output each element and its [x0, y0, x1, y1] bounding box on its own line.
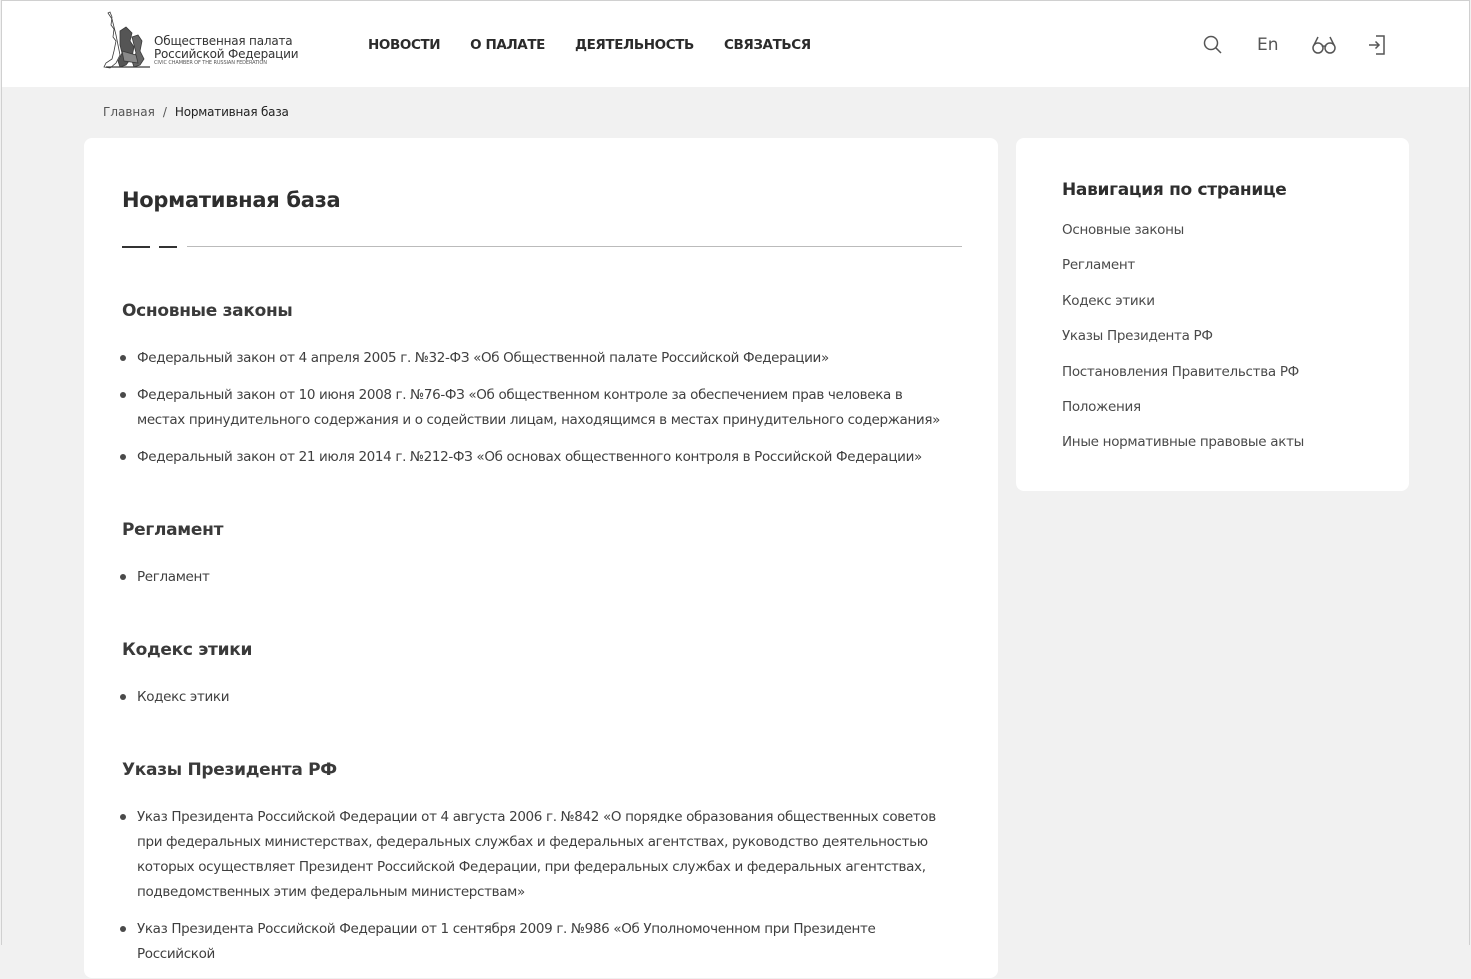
breadcrumb-current: Нормативная база — [174, 105, 289, 119]
page-nav-item-regulations[interactable]: Регламент — [1062, 257, 1135, 274]
page-navigation-list — [1062, 219, 1304, 467]
section-heading: Кодекс этики — [122, 640, 253, 660]
site-header — [2, 1, 1469, 87]
page-navigation-title: Навигация по странице — [1062, 180, 1287, 200]
section-heading: Указы Президента РФ — [122, 760, 337, 780]
nav-item-contact[interactable]: СВЯЗАТЬСЯ — [723, 37, 811, 53]
breadcrumb — [103, 105, 289, 119]
document-link[interactable]: Кодекс этики — [122, 685, 952, 710]
page-navigation-card — [1016, 138, 1409, 491]
title-divider — [122, 246, 962, 248]
section-main-laws — [122, 300, 952, 482]
page-nav-item-other-acts[interactable]: Иные нормативные правовые акты — [1062, 434, 1305, 451]
document-link[interactable]: Федеральный закон от 10 июня 2008 г. №76-ФЗ «Об общественном контроле за обеспечением прав человека в местах принудительного содержания и о содействии лицам, находящимся в местах принудительного содержания» — [122, 383, 952, 433]
site-logo[interactable] — [102, 9, 299, 69]
document-link[interactable]: Регламент — [122, 565, 952, 590]
document-link[interactable]: Федеральный закон от 4 апреля 2005 г. №32-ФЗ «Об Общественной палате Российской Федерации» — [122, 346, 952, 371]
section-heading: Регламент — [122, 520, 224, 540]
logo-text — [154, 35, 298, 69]
document-link[interactable]: Федеральный закон от 21 июля 2014 г. №212-ФЗ «Об основах общественного контроля в Российской Федерации» — [122, 445, 952, 470]
document-list — [122, 565, 952, 590]
logo-title-line1: Общественная палата — [154, 34, 293, 48]
logo-emblem-icon — [102, 11, 152, 69]
logo-title-english: CIVIC CHAMBER OF THE RUSSIAN FEDERATION — [154, 60, 267, 66]
page-nav-item-government-resolutions[interactable]: Постановления Правительства РФ — [1062, 363, 1300, 380]
document-link[interactable]: Указ Президента Российской Федерации от 1 сентября 2009 г. №986 «Об Уполномоченном при Президенте Российской — [122, 917, 952, 967]
page-title: Нормативная база — [122, 188, 341, 212]
header-tools — [1202, 31, 1387, 59]
language-switch[interactable]: En — [1257, 35, 1279, 55]
document-link[interactable]: Указ Президента Российской Федерации от 4 августа 2006 г. №842 «О порядке образования общественных советов при федеральных министерствах, федеральных службах и федеральных агентствах, руководство деятельностью которых осуществляет Президент Российской Федерации, при федеральных службах и федеральных агентствах, подведомственных этим федеральным министерствам» — [122, 805, 952, 905]
document-list — [122, 346, 952, 470]
nav-item-activity[interactable]: ДЕЯТЕЛЬНОСТЬ — [574, 37, 694, 53]
logo-title-line2: Российской Федерации — [154, 46, 299, 61]
content-card — [84, 138, 998, 978]
page-nav-item-main-laws[interactable]: Основные законы — [1062, 222, 1185, 238]
browser-viewport — [1, 0, 1470, 962]
page-nav-item-presidential-decrees[interactable]: Указы Президента РФ — [1062, 328, 1213, 345]
section-ethics-code — [122, 639, 952, 722]
main-nav — [368, 36, 841, 54]
glasses-icon[interactable] — [1311, 35, 1337, 55]
document-list — [122, 805, 952, 967]
section-presidential-decrees — [122, 759, 952, 979]
section-regulations — [122, 519, 952, 602]
document-list — [122, 685, 952, 710]
page-nav-item-ethics-code[interactable]: Кодекс этики — [1062, 292, 1155, 309]
login-icon[interactable] — [1367, 34, 1387, 56]
nav-item-news[interactable]: НОВОСТИ — [368, 37, 441, 53]
page-nav-item-provisions[interactable]: Положения — [1062, 398, 1141, 415]
nav-item-about[interactable]: О ПАЛАТЕ — [470, 37, 545, 53]
search-icon[interactable] — [1202, 34, 1224, 56]
breadcrumb-home-link[interactable]: Главная — [103, 105, 155, 119]
breadcrumb-separator: / — [162, 105, 167, 119]
section-heading: Основные законы — [122, 301, 293, 321]
